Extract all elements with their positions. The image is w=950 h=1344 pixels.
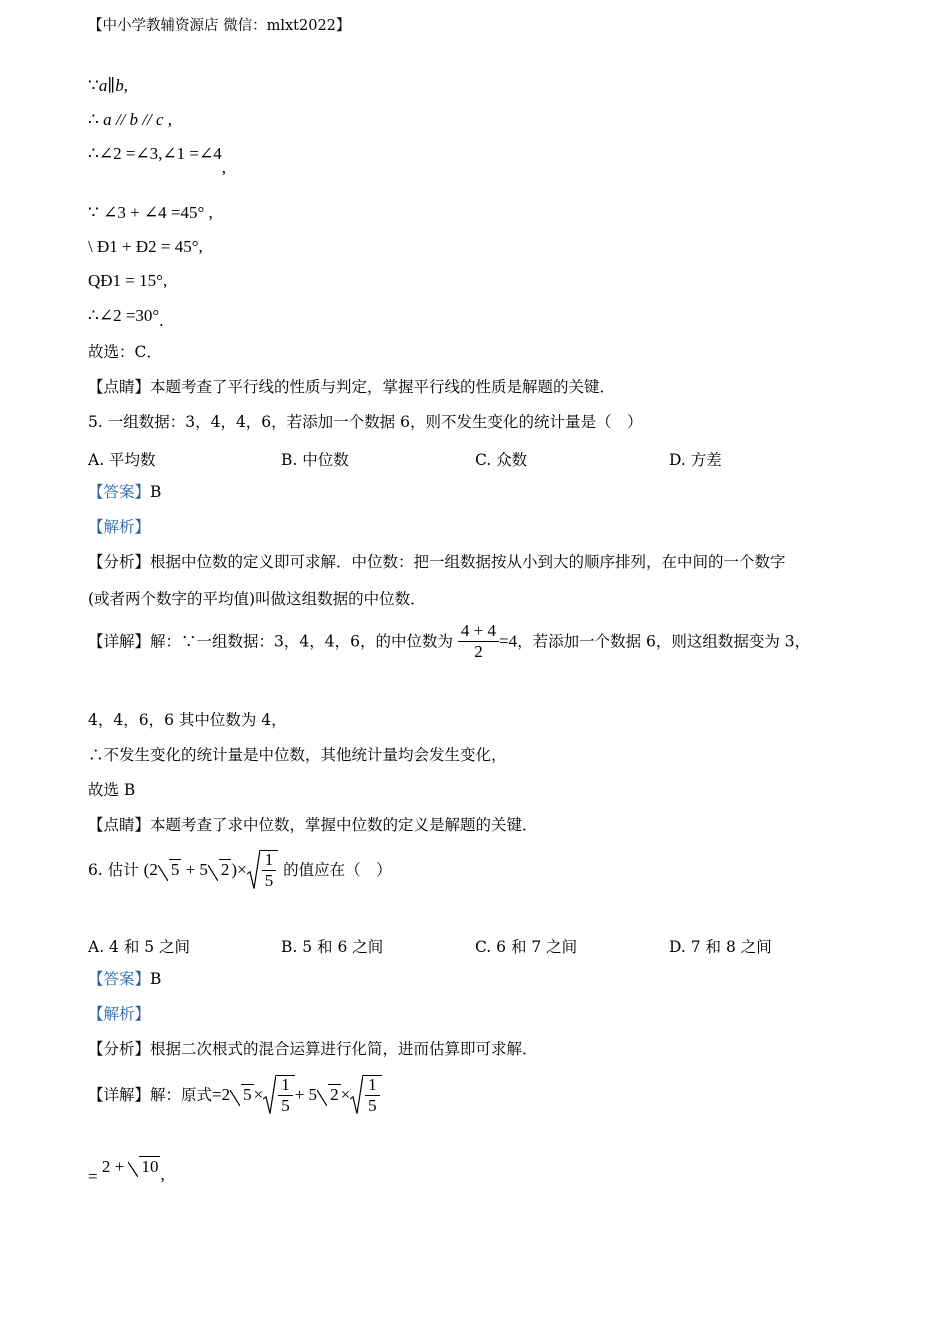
q5-detail-4: 故选 B xyxy=(88,781,136,799)
fraction-numerator: 4 + 4 xyxy=(458,622,499,642)
final-two: 2 + xyxy=(101,1157,129,1176)
choice-line: 故选：C． xyxy=(88,343,162,361)
therefore-glyph: \ xyxy=(88,237,93,256)
q6-option-c: C. 6 和 7 之间 xyxy=(475,938,578,956)
q5-option-c: C. 众数 xyxy=(475,451,528,469)
times-symbol: × xyxy=(237,860,247,880)
stem-suffix: 的值应在（ ） xyxy=(283,860,392,879)
comment-text: 本题考查了求中位数，掌握中位数的定义是解题的关键． xyxy=(150,816,538,834)
fraction-result: =4 xyxy=(499,631,518,651)
proof-line-1 xyxy=(88,76,128,96)
plus-term: + 5 xyxy=(181,860,208,880)
times-symbol: × xyxy=(253,1085,264,1105)
q5-option-d: D. 方差 xyxy=(669,451,722,469)
punct: , xyxy=(160,1165,165,1184)
q5-detail-3: ∴不发生变化的统计量是中位数，其他统计量均会发生变化， xyxy=(88,746,507,764)
fraction xyxy=(278,1076,293,1115)
punct: , xyxy=(221,158,226,177)
punct: , xyxy=(198,237,203,256)
q6-option-b: B. 5 和 6 之间 xyxy=(281,938,384,956)
q6-analysis-tag: 【解析】 xyxy=(88,1005,151,1023)
punct: , xyxy=(123,76,128,95)
sqrt-one-fifth xyxy=(247,850,279,890)
fraction xyxy=(365,1076,380,1115)
answer-tag: 【答案】 xyxy=(88,483,151,501)
analysis-label: 【分析】 xyxy=(88,1040,151,1058)
parallel-statement: a // b // c xyxy=(103,110,164,129)
q5-analysis-1 xyxy=(88,553,786,572)
therefore-symbol: ∴ xyxy=(88,110,99,129)
q5-analysis-tag: 【解析】 xyxy=(88,518,151,536)
radicand: 2 xyxy=(330,1085,339,1105)
q5-stem: 5. 一组数据：3，4，4，6，若添加一个数据 6，则不发生变化的统计量是（ ） xyxy=(88,413,643,431)
angle-1-value: Ð1 = 15° xyxy=(100,271,163,290)
eq-two: =2 xyxy=(212,1085,231,1105)
analysis-text: 根据二次根式的混合运算进行化简，进而估算即可求解． xyxy=(150,1040,538,1058)
proof-line-4 xyxy=(88,203,213,223)
punct: , xyxy=(167,110,173,129)
q5-answer xyxy=(88,483,161,502)
q5-detail-1 xyxy=(88,622,810,661)
comment-tag: 【点睛】 xyxy=(88,816,151,834)
q5-analysis-2: (或者两个数字的平均值)叫做这组数据的中位数． xyxy=(88,590,426,608)
radicand: 5 xyxy=(170,860,180,880)
fraction xyxy=(262,851,277,890)
proof-line-7 xyxy=(88,306,164,330)
answer-value: B xyxy=(150,483,162,501)
sqrt-2 xyxy=(317,1084,341,1105)
therefore-symbol: ∴ xyxy=(88,306,99,325)
q6-analysis xyxy=(88,1040,538,1059)
radicand: 2 xyxy=(220,860,230,880)
fraction-denominator: 5 xyxy=(368,1095,377,1115)
stem-prefix: 6. 估计 xyxy=(88,860,139,879)
punct: , xyxy=(208,203,213,222)
sqrt-10 xyxy=(128,1156,160,1177)
equals-sign: = xyxy=(88,1167,98,1186)
answer-tag: 【答案】 xyxy=(88,970,151,988)
comment-text: 本题考查了平行线的性质与判定，掌握平行线的性质是解题的关键． xyxy=(150,378,616,396)
q5-option-a: A. 平均数 xyxy=(88,451,156,469)
fraction-numerator: 1 xyxy=(365,1076,380,1096)
q6-option-d: D. 7 和 8 之间 xyxy=(669,938,772,956)
proof-line-2 xyxy=(88,110,172,130)
comment-tag: 【点睛】 xyxy=(88,378,151,396)
proof-line-5 xyxy=(88,237,203,257)
var-b: b xyxy=(115,76,124,95)
plus-term: + 5 xyxy=(294,1085,318,1105)
q6-answer xyxy=(88,970,161,989)
q5-detail-2: 4，4，6，6 其中位数为 4， xyxy=(88,711,287,729)
q5-option-b: B. 中位数 xyxy=(281,451,349,469)
median-fraction xyxy=(458,622,499,661)
fraction-denominator: 5 xyxy=(264,870,274,890)
answer-value: B xyxy=(150,970,162,988)
var-a: a xyxy=(98,76,108,95)
page-header: 【中小学教辅资源店 微信：mlxt2022】 xyxy=(88,18,351,34)
angle-sum: ∠3 + ∠4 =45° xyxy=(103,203,205,222)
sqrt-5 xyxy=(230,1084,254,1105)
sqrt-one-fifth-b xyxy=(350,1075,382,1115)
radicand: 5 xyxy=(243,1085,252,1105)
punct: , xyxy=(162,271,168,290)
proof-line-6 xyxy=(88,271,167,291)
analysis-label: 【分析】 xyxy=(88,553,151,571)
sqrt-2 xyxy=(208,859,232,880)
therefore-symbol: ∴ xyxy=(88,144,99,163)
q5-comment xyxy=(88,816,538,835)
detail-expression-2 xyxy=(295,1085,350,1104)
fraction-denominator: 2 xyxy=(474,641,483,661)
q6-stem xyxy=(88,850,392,890)
fraction-numerator: 1 xyxy=(262,851,277,871)
angle-sum-2: Ð1 + Ð2 = 45° xyxy=(96,237,199,256)
times-symbol: × xyxy=(340,1085,351,1105)
estimate-expression xyxy=(144,860,247,879)
fraction-denominator: 5 xyxy=(281,1095,290,1115)
detail-label: 【详解】 xyxy=(88,632,151,651)
expr-close: ) xyxy=(231,860,238,880)
expr-open: (2 xyxy=(143,860,158,880)
detail-text: 解：原式 xyxy=(150,1085,213,1104)
sqrt-one-fifth-a xyxy=(263,1075,295,1115)
q4-comment xyxy=(88,378,615,397)
radicand: 10 xyxy=(141,1157,159,1176)
q6-detail-1 xyxy=(88,1075,382,1115)
because-glyph: Q xyxy=(88,271,101,290)
parallel-symbol: ∥ xyxy=(107,76,116,95)
proof-line-3 xyxy=(88,144,226,177)
analysis-text: 根据中位数的定义即可求解．中位数：把一组数据按从小到大的顺序排列，在中间的一个数字 xyxy=(150,553,786,571)
because-symbol: ∵ xyxy=(88,76,99,95)
q6-option-a: A. 4 和 5 之间 xyxy=(88,938,191,956)
punct: . xyxy=(159,311,164,330)
sqrt-5 xyxy=(158,859,182,880)
detail-expression xyxy=(212,1085,263,1104)
detail-text: 解：∵一组数据：3，4，4，6，的中位数为 xyxy=(150,632,453,651)
detail-label: 【详解】 xyxy=(88,1085,151,1104)
fraction-numerator: 1 xyxy=(278,1076,293,1096)
detail-text-2: ，若添加一个数据 6，则这组数据变为 3， xyxy=(517,632,811,651)
angle-equalities: ∠2 =∠3,∠1 =∠4 xyxy=(98,144,222,163)
q6-detail-2 xyxy=(88,1156,165,1186)
because-symbol: ∵ xyxy=(88,203,99,222)
angle-2-value: ∠2 =30° xyxy=(98,306,160,325)
